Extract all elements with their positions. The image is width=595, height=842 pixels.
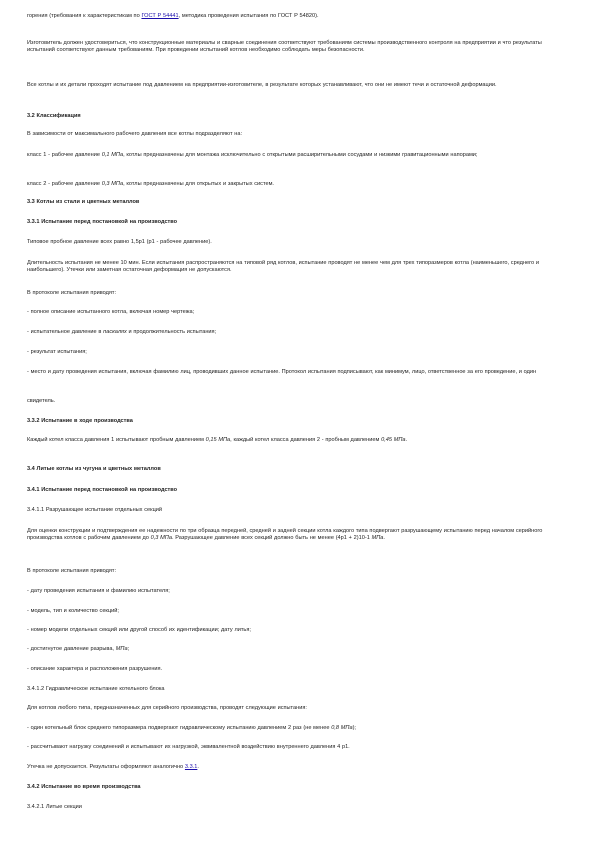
paragraph: В протоколе испытания приводят: [27,290,116,296]
pressure-value: 0,15 МПа [205,437,231,443]
list-item [27,329,567,336]
paragraph: Изготовитель должен удостовериться, что конструкционные материалы и сварные соединения соответствуют требованиям системы производственного контроля на предприятии и что результаты испытаний соответствуют данным требованиям. При проведении испытаний котлов необходимо соблюдать меры безопасности. [27,40,542,54]
text: - один котельный блок среднего типоразмера подвергают гидравлическому испытанию давлением 2 раз (не менее [27,725,332,731]
paragraph: В зависимости от максимального рабочего давления все котлы подразделяют на: [27,131,243,137]
list-item: - модель, тип и количество секций; [27,608,119,614]
unit-text: МПа [371,535,384,542]
gost-link[interactable]: ГОСТ Р 54441 [141,13,179,19]
section-heading: 3.4 Литые котлы из чугуна и цветных металлов [27,466,161,472]
section-heading: 3.4.1.2 Гидравлическое испытание котельного блока [27,686,165,692]
paragraph [27,13,567,20]
text: класс 2 - рабочее давление [27,181,102,187]
text: . [197,764,199,770]
list-item [27,646,567,653]
paragraph [27,528,567,543]
text: - достигнутое давление разрыва, [27,646,116,652]
unit-text: паскалях [103,329,127,335]
text: . [405,437,408,443]
paragraph: Типовое пробное давление всех равно 1,5р1 (р1 - рабочее давление). [27,239,212,245]
text: , методика проведения испытания по ГОСТ Р 54820). [178,13,319,19]
paragraph [27,152,567,159]
list-item: - результат испытания; [27,349,87,355]
paragraph: Для котлов любого типа, предназначенных для серийного производства, проводят следующие испытания: [27,705,307,711]
list-item: - номер модели отдельных секций или другой способ их идентификации; дату литья; [27,627,251,633]
text: и продолжительность испытания; [126,329,217,335]
pressure-value: 0,1 МПа [101,152,124,158]
pressure-value: 0,3 МПа [101,181,124,187]
text: . Разрушающее давление всех секций должно быть не менее (4р1 + 2)10-1 [171,535,372,542]
text: , котлы предназначены для открытых и закрытых систем. [123,181,274,187]
paragraph [27,437,567,444]
list-item: - полное описание испытанного котла, включая номер чертежа; [27,309,195,315]
text: ); [352,725,356,731]
text: горения (требования к характеристикам по [27,13,142,19]
list-item: - дату проведения испытания и фамилию испытателя; [27,588,170,594]
paragraph: Длительность испытания не менее 10 мин. Если испытания распространяются на типовой ряд котлов, испытание проводят не менее чем для трех типоразмеров котла (наименьшего, среднего и наибольшего). Утечки или заметная остаточная деформация не допускаются. [27,260,540,274]
text: Для оценки конструкции и подтверждения ее надежности по три образца передней, средней и задней секции котла каждого типа подвергают разрушающему испытанию перед началом серийного производства котлов с рабочим давлением до [27,528,543,542]
unit-text: МПа [115,646,128,652]
section-heading: 3.3.2 Испытание в ходе производства [27,418,133,424]
pressure-value: 0,45 МПа [381,437,406,443]
text: . [383,535,385,542]
paragraph: В протоколе испытания приводят: [27,568,116,574]
text: Каждый котел класса давления 1 испытывают пробным давлением [27,437,206,443]
text: ; [127,646,130,652]
section-heading: 3.4.2 Испытание во время производства [27,784,141,790]
section-heading: 3.3 Котлы из стали и цветных металлов [27,199,140,205]
paragraph [27,181,567,188]
pressure-value: 0,3 МПа [150,535,172,542]
section-heading: 3.2 Классификация [27,113,81,119]
list-item: - описание характера и расположения разрушения. [27,666,163,672]
section-link[interactable]: 3.3.1 [184,764,198,770]
section-heading: 3.3.1 Испытание перед постановкой на производство [27,219,178,225]
list-item [27,725,567,732]
paragraph [27,764,567,771]
section-heading: 3.4.1.1 Разрушающее испытание отдельных секций [27,507,163,513]
list-item: - рассчитывают нагрузку соединений и испытывают их нагрузкой, эквивалентной воздействию внутреннего давления 4 р1. [27,744,350,750]
paragraph: свидетель. [27,398,56,404]
text: Утечка не допускается. Результаты оформляют аналогично [27,764,185,770]
list-item: - место и дату проведения испытания, включая фамилию лиц, проводивших данное испытание. Протокол испытания подписывают, как минимум, лицо, ответственное за его проведение, и один [27,369,537,375]
text: - испытательное давление в [27,329,104,335]
section-heading: 3.4.1 Испытание перед постановкой на производство [27,487,178,493]
section-heading: 3.4.2.1 Литые секции [27,804,82,810]
pressure-value: 0,8 МПа [331,725,353,731]
text: класс 1 - рабочее давление [27,152,102,158]
text: , котлы предназначены для монтажа исключительно с открытыми расширительными сосудами и низкими гравитационными напорами; [123,152,478,158]
text: , каждый котел класса давления 2 - пробным давлением [230,437,382,443]
paragraph: Все котлы и их детали проходят испытание под давлением на предприятии-изготовителе, в результате которых устанавливают, что они не имеют течи и остаточной деформации. [27,82,497,88]
